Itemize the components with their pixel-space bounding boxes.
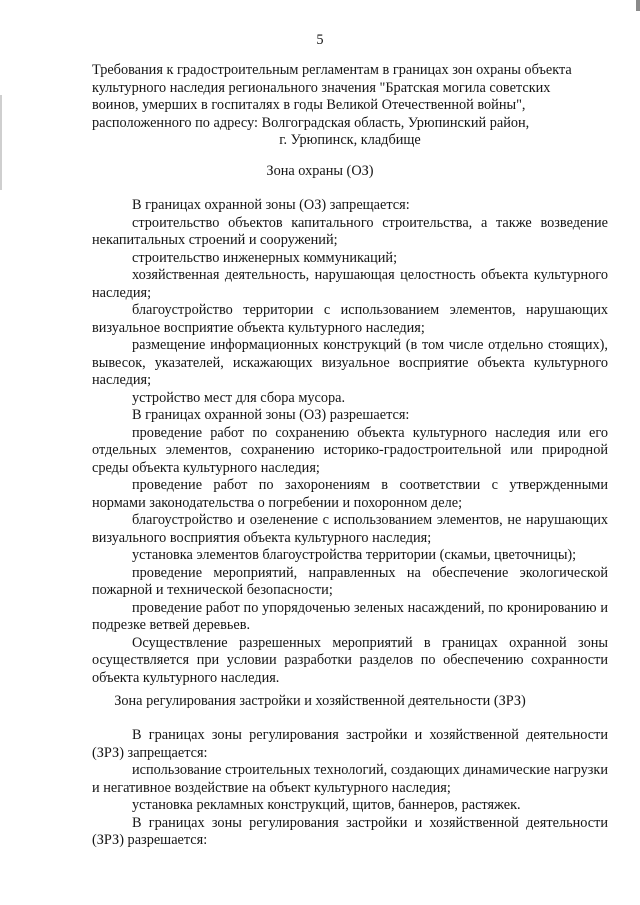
oz-permitted-intro: В границах охранной зоны (ОЗ) разрешается: [132,407,410,423]
oz-closing-paragraph: Осуществление разрешенных мероприятий в границах охранной зоны осуществляется при условии разработки разделов по обеспечению сохранности объекта культурного наследия. [92,634,608,686]
oz-permitted-item: проведение работ по захоронениям в соответствии с утвержденными нормами законодательства о погребении и похоронном деле; [92,477,608,511]
scan-corner-mark [636,0,640,11]
oz-permitted-item: проведение работ по сохранению объекта культурного наследия или его отдельных элементов, сохранению историко-градостроительной или природной среды объекта культурного наследия; [92,424,608,476]
oz-prohibited-item: строительство объектов капитального строительства, а также возведение некапитальных строений и сооружений; [92,214,608,248]
oz-prohibited-item: устройство мест для сбора мусора. [132,389,346,406]
oz-permitted-item: благоустройство и озеленение с использованием элементов, не нарушающих визуального восприятия объекта культурного наследия; [92,512,608,546]
oz-prohibited-item: благоустройство территории с использованием элементов, нарушающих визуальное восприятие объекта культурного наследия; [92,302,608,336]
zrz-prohibited-item: использование строительных технологий, создающих динамические нагрузки и негативное воздействие на объект культурного наследия; [92,762,608,796]
zrz-prohibited-item: установка рекламных конструкций, щитов, баннеров, растяжек. [132,797,521,813]
document-title [92,62,608,150]
section-heading-oz: Зона охраны (ОЗ) [266,163,374,179]
zrz-permitted-intro: В границах зоны регулирования застройки и хозяйственной деятельности (ЗРЗ) разрешается: [92,814,608,848]
title-line-5: г. Урюпинск, кладбище [279,132,421,148]
oz-prohibited-item: размещение информационных конструкций (в том числе отдельно стоящих), вывесок, указателей, искажающих визуальное восприятие объекта культурного наследия; [92,337,608,388]
zrz-prohibited-intro: В границах зоны регулирования застройки и хозяйственной деятельности (ЗРЗ) запрещается: [92,727,608,761]
section-heading-zrz: Зона регулирования застройки и хозяйственной деятельности (ЗРЗ) [114,693,526,709]
oz-prohibited-item: хозяйственная деятельность, нарушающая целостность объекта культурного наследия; [92,267,608,301]
oz-prohibited-item: строительство инженерных коммуникаций; [132,249,398,266]
page-number: 5 [316,32,324,48]
oz-permitted-item: установка элементов благоустройства территории (скамьи, цветочницы); [132,547,577,563]
oz-permitted-item: проведение мероприятий, направленных на обеспечение экологической пожарной и технической безопасности; [92,564,608,598]
title-line-4: расположенного по адресу: Волгоградская область, Урюпинский район, [92,114,530,131]
title-line-3: воинов, умерших в госпиталях в годы Великой Отечественной войны", [92,97,526,113]
section-oz-body [92,197,608,687]
title-line-2: культурного наследия регионального значения "Братская могила советских [92,79,551,96]
section-zrz-body [92,727,608,850]
oz-permitted-item: проведение работ по упорядоченью зеленых насаждений, по кронированию и подрезке ветвей деревьев. [92,599,608,633]
oz-prohibited-intro: В границах охранной зоны (ОЗ) запрещается: [132,197,410,213]
title-line-1: Требования к градостроительным регламентам в границах зон охраны объекта [92,62,572,78]
